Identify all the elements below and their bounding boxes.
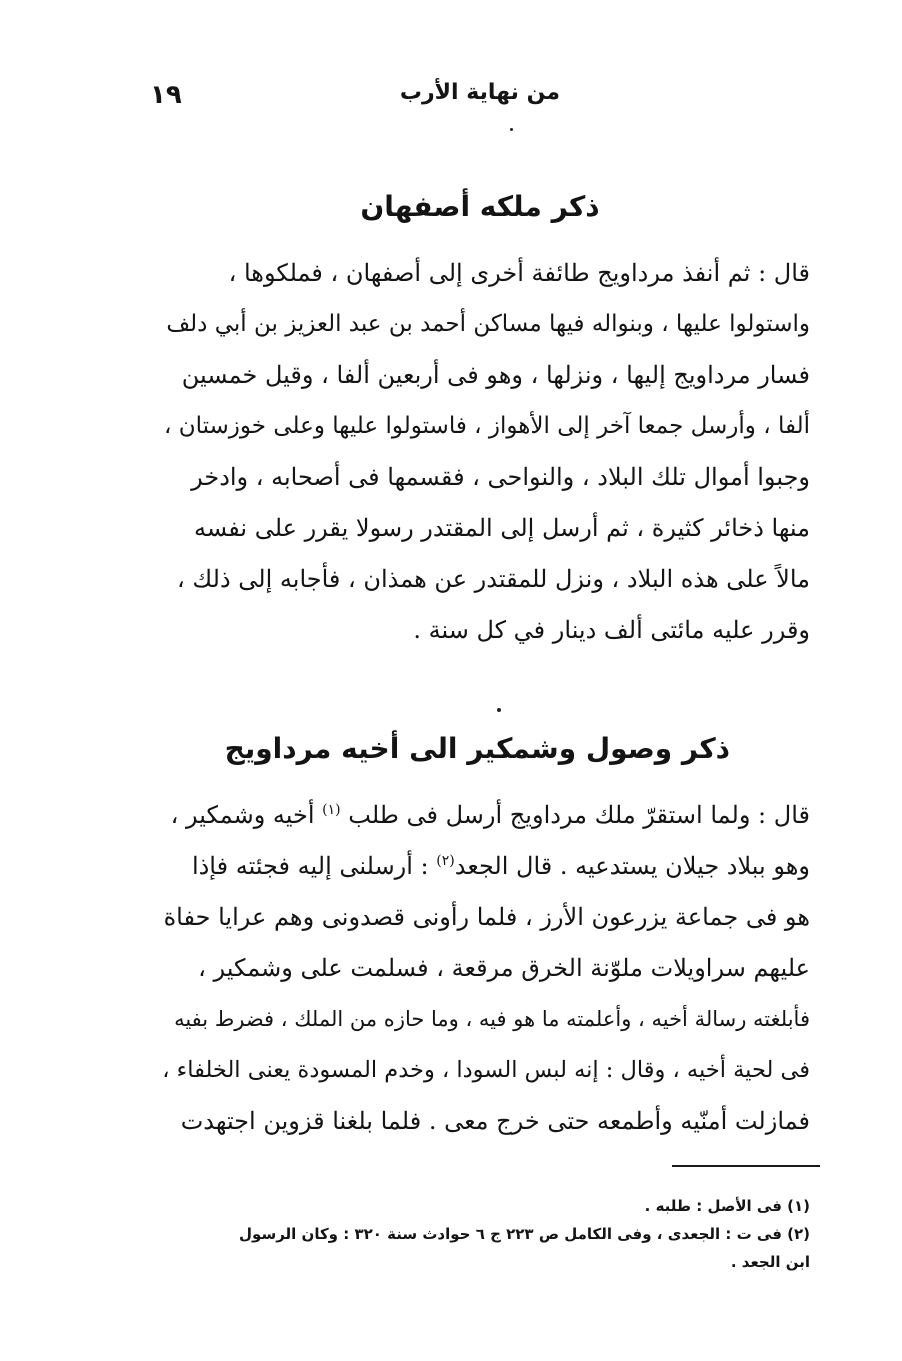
text-line: فى لحية أخيه ، وقال : إنه لبس السودا ، وخدم المسودة يعنى الخلفاء ، <box>162 1057 810 1083</box>
footnote: (١) فى الأصل : طلبه . <box>644 1197 810 1215</box>
section-paragraph <box>160 248 810 656</box>
text-line: هو فى جماعة يزرعون الأرز ، فلما رأونى قصدونى وهم عرايا حفاة <box>163 903 810 931</box>
footnote-continuation: ابن الجعد . <box>730 1253 810 1271</box>
running-title: من نهاية الأرب <box>399 80 560 105</box>
footnote-reference: (١) <box>322 802 341 818</box>
page-number: ١٩ <box>150 80 182 110</box>
text-line: وقرر عليه مائتى ألف دينار في كل سنة . <box>413 616 810 644</box>
text-line: ألفا ، وأرسل جمعا آخر إلى الأهواز ، فاستولوا عليها وعلى خوزستان ، <box>163 413 810 439</box>
section-paragraph <box>160 790 810 1147</box>
text-line: فسار مرداويج إليها ، ونزلها ، وهو فى أربعين ألفا ، وقيل خمسين <box>181 361 810 389</box>
printing-speck <box>497 708 501 712</box>
text-line: عليهم سراويلات ملوّنة الخرق مرقعة ، فسلمت على وشمكير ، <box>198 954 810 982</box>
footnote-reference: (٢) <box>436 853 455 869</box>
text-segment: أخيه وشمكير ، <box>170 801 315 829</box>
text-line: منها ذخائر كثيرة ، ثم أرسل إلى المقتدر رسولا يقرر على نفسه <box>193 514 810 542</box>
text-line <box>160 790 810 841</box>
section-heading: ذكر ملكه أصفهان <box>360 190 600 223</box>
running-head <box>150 78 560 120</box>
text-segment: وهو ببلاد جيلان يستدعيه . قال الجعد <box>454 852 810 880</box>
printing-speck <box>510 128 513 131</box>
text-segment: قال : ولما استقرّ ملك مرداويج أرسل فى طلب <box>348 801 810 829</box>
text-segment: : أرسلنى إليه فجئته فإذا <box>191 852 429 880</box>
text-line <box>160 841 810 892</box>
text-line: وجبوا أموال تلك البلاد ، والنواحى ، فقسمها فى أصحابه ، وادخر <box>191 463 810 491</box>
text-line: فأبلغته رسالة أخيه ، وأعلمته ما هو فيه ، وما حازه من الملك ، فضرط بفيه <box>174 1007 810 1031</box>
text-line: قال : ثم أنفذ مرداويج طائفة أخرى إلى أصفهان ، فملكوها ، <box>228 259 810 287</box>
footnote: (٢) فى ت : الجعدى ، وفى الكامل ص ٢٢٣ ج ٦ حوادث سنة ٣٢٠ : وكان الرسول <box>239 1225 810 1243</box>
text-line: فمازلت أمنّيه وأطمعه حتى خرج معى . فلما بلغنا قزوين اجتهدت <box>180 1107 810 1135</box>
footnote-separator <box>672 1165 820 1167</box>
text-line: مالاً على هذه البلاد ، ونزل للمقتدر عن همذان ، فأجابه إلى ذلك ، <box>177 565 810 593</box>
text-line: واستولوا عليها ، وبنواله فيها مساكن أحمد بن عبد العزيز بن أبي دلف <box>166 311 810 337</box>
footnotes <box>160 1192 810 1276</box>
section-heading: ذكر وصول وشمكير الى أخيه مرداويج <box>224 732 730 765</box>
